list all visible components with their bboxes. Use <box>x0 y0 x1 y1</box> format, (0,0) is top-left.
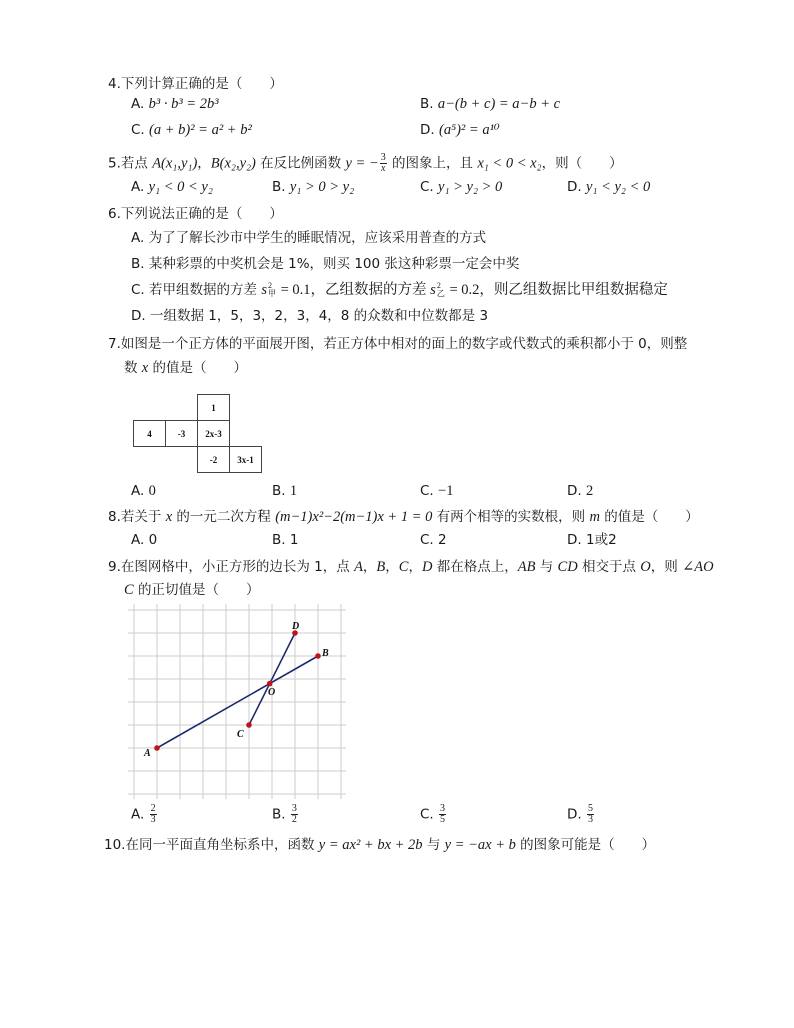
q5-option-b <box>272 178 354 196</box>
q6-variance-sup-2: 2 <box>436 281 441 290</box>
point-c-label: C <box>237 729 244 740</box>
q5-function-lhs: y = − <box>345 155 379 172</box>
q7-text-2a: 数 <box>124 360 142 376</box>
q5-option-c-label: C. <box>420 179 439 195</box>
net-cell-center: 2x-3 <box>197 420 230 447</box>
q6-option-a: A. 为了了解长沙市中学生的睡眠情况，应该采用普查的方式 <box>131 230 487 246</box>
q9-text-3: 与 <box>535 559 558 575</box>
q9-option-a <box>131 804 158 825</box>
q8-stem <box>108 508 699 526</box>
q7-option-c <box>420 482 453 500</box>
q5-option-c-expr: y₁ > y₂ > 0 <box>438 179 503 195</box>
q5-text-1: 若点 <box>120 155 153 172</box>
q9-segment-cd: CD <box>557 559 578 575</box>
q4-option-a-expr: b³ · b³ = 2b³ <box>148 96 219 112</box>
q9-comma-1: ， <box>362 559 377 575</box>
q8-equation: (m−1)x²−2(m−1)x + 1 = 0 <box>275 509 433 525</box>
q9-stem-line-1 <box>108 558 714 576</box>
net-cell-top: 1 <box>197 394 230 421</box>
point-d-label: D <box>292 621 300 632</box>
q6-option-c <box>131 281 668 299</box>
point-o-label: O <box>268 687 276 698</box>
q10-text-1: 在同一平面直角坐标系中，函数 <box>125 837 319 853</box>
q9-point-b: B <box>376 559 386 575</box>
q4-stem <box>108 75 283 93</box>
q7-stem-line-2 <box>124 359 247 377</box>
q4-option-a <box>131 95 219 113</box>
q8-text-1: 若关于 <box>120 509 166 525</box>
q7-option-b-label: B. <box>272 483 290 499</box>
q5-option-a-expr: y₁ < 0 < y₂ <box>148 179 213 195</box>
q5-fraction-numerator: 3 <box>380 152 386 163</box>
q9-option-a-numerator: 2 <box>150 803 156 814</box>
q7-number: 7. <box>108 336 121 352</box>
q7-option-d-value: 2 <box>585 483 594 499</box>
q8-option-b: B. 1 <box>272 532 299 548</box>
q6-number: 6. <box>108 206 121 222</box>
q9-stem-line-2 <box>124 581 259 599</box>
q9-angle-part-1: ∠AO <box>682 559 714 575</box>
q7-option-a <box>131 482 156 500</box>
q4-option-b-expr: a−(b + c) = a−b + c <box>437 96 561 112</box>
q6-option-d: D. 一组数据 1，5，3，2，3，4，8 的众数和中位数都是 3 <box>131 308 489 324</box>
q6-option-c-text-2: = 0.1，乙组数据的方差 <box>276 282 431 298</box>
net-cell-left: 4 <box>133 420 166 447</box>
q6-variance-sub-1: 甲 <box>267 289 276 298</box>
q7-option-d <box>567 482 593 500</box>
q5-stem <box>108 153 623 174</box>
point-a-label: A <box>144 748 151 759</box>
point-b-dot <box>315 653 321 659</box>
q9-option-a-fraction <box>150 804 157 825</box>
q5-option-a <box>131 178 213 196</box>
net-cell-bottom: -2 <box>197 446 230 473</box>
q9-point-a: A <box>354 559 363 575</box>
q9-text-1: 在图网格中，小正方形的边长为 1，点 <box>120 559 355 575</box>
q9-text-5: ，则 <box>650 559 683 575</box>
q5-option-c <box>420 178 502 196</box>
q9-option-d-fraction <box>587 804 594 825</box>
q4-option-c-label: C. <box>131 122 150 138</box>
q7-option-a-label: A. <box>131 483 149 499</box>
q5-option-b-label: B. <box>272 179 290 195</box>
q5-option-d <box>567 178 650 196</box>
q4-option-c-expr: (a + b)² = a² + b² <box>149 122 252 138</box>
q8-text-3: 有两个相等的实数根，则 <box>432 509 590 525</box>
q9-option-a-denominator: 3 <box>150 814 156 825</box>
q6-option-c-text-3: = 0.2，则乙组数据比甲组数据稳定 <box>445 282 668 298</box>
q4-number: 4. <box>108 76 121 92</box>
q4-option-d-label: D. <box>420 122 439 138</box>
q10-stem <box>104 836 655 854</box>
q6-option-c-label: C. <box>131 282 150 298</box>
q4-option-b <box>420 95 560 113</box>
q5-condition: x₁ < 0 < x₂ <box>477 155 542 172</box>
q5-text-5: ，则（ ） <box>541 155 623 172</box>
q9-option-c-denominator: 5 <box>440 814 446 825</box>
q8-option-c: C. 2 <box>420 532 447 548</box>
q9-comma-2: ， <box>385 559 399 575</box>
q9-option-c-fraction <box>439 804 446 825</box>
q6-stem-text: 下列说法正确的是（ ） <box>120 206 283 222</box>
q5-fraction-denominator: x <box>381 163 386 174</box>
q9-text-2: 都在格点上， <box>432 559 518 575</box>
q9-number: 9. <box>108 559 121 575</box>
q9-option-b <box>272 804 299 825</box>
q9-option-a-label: A. <box>131 806 149 823</box>
net-cell-right: 3x-1 <box>229 446 262 473</box>
q4-stem-text: 下列计算正确的是（ ） <box>120 76 283 92</box>
q7-option-a-value: 0 <box>148 483 156 499</box>
point-c-dot <box>246 722 252 728</box>
q7-option-d-label: D. <box>567 483 586 499</box>
q10-text-3: 的图象可能是（ ） <box>515 837 656 853</box>
q6-variance-sub-2: 乙 <box>436 289 445 298</box>
q5-text-3: 在反比例函数 <box>255 155 346 172</box>
q5-option-d-expr: y₁ < y₂ < 0 <box>585 179 651 195</box>
q7-option-b <box>272 482 297 500</box>
q9-option-d-label: D. <box>567 806 586 823</box>
q5-fraction <box>380 153 387 174</box>
q9-point-o: O <box>640 559 651 575</box>
q6-variance-var-2: s <box>430 282 436 298</box>
q9-option-c <box>420 804 447 825</box>
q8-number: 8. <box>108 509 121 525</box>
q10-text-2: 与 <box>422 837 445 853</box>
q7-stem-line-1 <box>108 335 687 353</box>
q9-option-b-denominator: 2 <box>291 814 297 825</box>
q6-variance-sup-1: 2 <box>267 281 272 290</box>
q9-point-c: C <box>398 559 409 575</box>
q4-option-d <box>420 121 500 139</box>
q5-option-d-label: D. <box>567 179 586 195</box>
grid-figure <box>124 600 350 802</box>
q7-option-c-label: C. <box>420 483 439 499</box>
q9-point-d: D <box>421 559 433 575</box>
q6-stem <box>108 205 283 223</box>
q6-option-b: B. 某种彩票的中奖机会是 1%，则买 100 张这种彩票一定会中奖 <box>131 256 520 272</box>
q9-text-6: 的正切值是（ ） <box>133 582 260 598</box>
point-a-dot <box>154 745 160 751</box>
q5-text-2: ， <box>197 155 211 172</box>
q4-option-b-label: B. <box>420 96 438 112</box>
cube-net-figure <box>133 394 262 473</box>
q9-option-d-numerator: 5 <box>587 803 593 814</box>
q5-point-a: A(x₁,y₁) <box>152 155 198 172</box>
q9-angle-part-2: C <box>124 582 134 598</box>
q4-option-c <box>131 121 252 139</box>
q7-option-b-value: 1 <box>289 483 298 499</box>
q6-variance-var-1: s <box>261 282 267 298</box>
q8-option-d: D. 1或2 <box>567 532 617 548</box>
q10-number: 10. <box>104 837 126 853</box>
q5-text-4: 的图象上，且 <box>387 155 478 172</box>
q6-option-c-text-1: 若甲组数据的方差 <box>149 282 262 298</box>
q9-option-b-fraction <box>291 804 298 825</box>
q4-option-d-expr: (a⁵)² = a¹⁰ <box>438 122 500 138</box>
q9-option-b-label: B. <box>272 806 290 823</box>
q5-point-b: B(x₂,y₂) <box>210 155 256 172</box>
q8-text-2: 的一元二次方程 <box>172 509 276 525</box>
q8-option-a: A. 0 <box>131 532 158 548</box>
q4-option-a-label: A. <box>131 96 149 112</box>
q9-segment-ab: AB <box>517 559 536 575</box>
q9-option-d <box>567 804 595 825</box>
q5-number: 5. <box>108 155 121 172</box>
q7-option-c-value: −1 <box>438 483 454 499</box>
q9-option-c-label: C. <box>420 806 439 823</box>
q9-text-4: 相交于点 <box>577 559 641 575</box>
q5-option-a-label: A. <box>131 179 149 195</box>
q5-option-b-expr: y₁ > 0 > y₂ <box>289 179 355 195</box>
q7-text-1: 如图是一个正方体的平面展开图，若正方体中相对的面上的数字或代数式的乘积都小于 0，则整 <box>120 336 688 352</box>
q9-option-c-numerator: 3 <box>440 803 446 814</box>
q9-option-d-denominator: 3 <box>587 814 593 825</box>
q8-var-x: x <box>165 509 173 525</box>
net-cell-second: -3 <box>165 420 198 447</box>
q6-variance-script-2 <box>437 282 445 298</box>
q7-var-x: x <box>141 360 149 376</box>
q10-function-2: y = −ax + b <box>444 837 516 853</box>
q8-text-4: 的值是（ ） <box>599 509 699 525</box>
q7-text-2b: 的值是（ ） <box>148 360 248 376</box>
q8-var-m: m <box>589 509 600 525</box>
q9-option-b-numerator: 3 <box>291 803 297 814</box>
point-b-label: B <box>322 648 329 659</box>
point-o-dot <box>267 681 273 687</box>
q10-function-1: y = ax² + bx + 2b <box>318 837 423 853</box>
q9-comma-3: ， <box>408 559 422 575</box>
q6-variance-script-1 <box>268 282 276 298</box>
